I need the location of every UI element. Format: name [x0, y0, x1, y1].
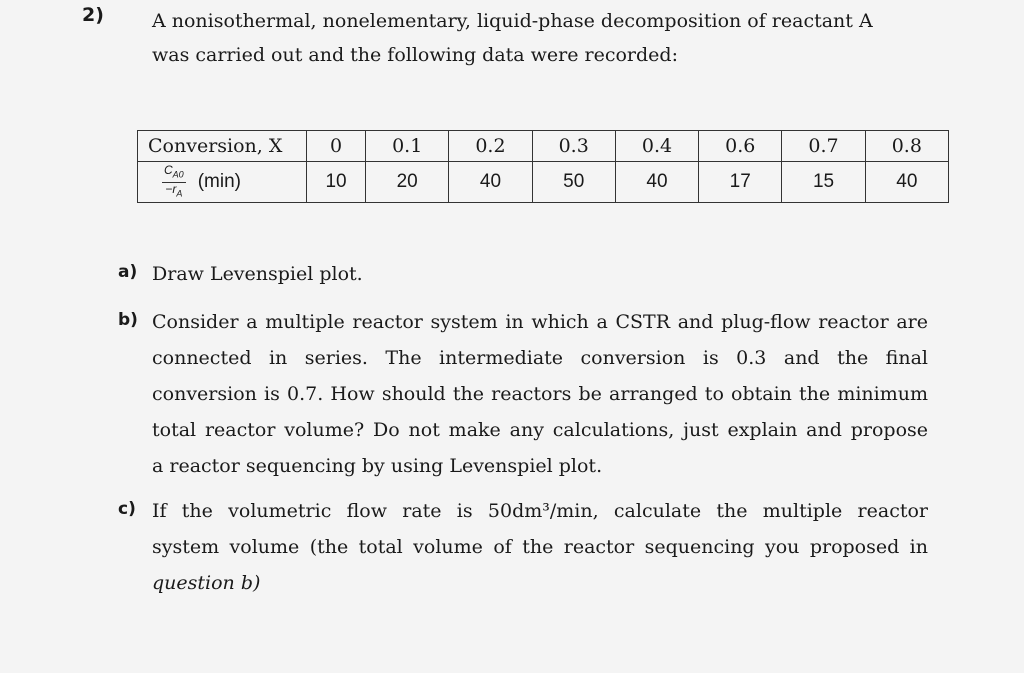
table-cell: 15 — [782, 162, 865, 203]
table-cell: 0.4 — [615, 131, 698, 162]
question-number: 2) — [82, 4, 104, 26]
table-cell: 0.2 — [449, 131, 532, 162]
table-row-conversion — [138, 131, 949, 162]
rate-fraction — [162, 164, 186, 200]
table-cell: 0.8 — [865, 131, 948, 162]
table-cell: 10 — [307, 162, 366, 203]
part-a — [118, 256, 928, 292]
table-cell: 40 — [449, 162, 532, 203]
intro-line: A nonisothermal, nonelementary, liquid-phase decomposition of reactant A — [152, 10, 873, 32]
part-a-text — [152, 256, 928, 292]
part-c-text — [152, 493, 928, 601]
fraction-denominator: $-r_A$ — [165, 181, 183, 198]
table-cell: 0.7 — [782, 131, 865, 162]
table-cell: 20 — [366, 162, 449, 203]
part-c — [118, 493, 928, 601]
part-b-line: a reactor sequencing by using Levenspiel plot. — [152, 455, 603, 477]
part-c-line: question b) — [152, 572, 261, 594]
part-b-line: Consider a multiple reactor system in which a CSTR and plug-flow reactor are — [152, 311, 928, 333]
part-c-label: c) — [118, 499, 136, 519]
table-cell: 0.1 — [366, 131, 449, 162]
table-cell: 0.6 — [699, 131, 782, 162]
part-b-text — [152, 304, 928, 484]
part-a-label: a) — [118, 262, 138, 282]
part-b — [118, 304, 928, 484]
part-a-line: Draw Levenspiel plot. — [152, 263, 363, 285]
table-cell: 40 — [615, 162, 698, 203]
part-c-line: If the volumetric flow rate is 50dm³/min, calculate the multiple reactor — [152, 500, 928, 522]
table-cell: 40 — [865, 162, 948, 203]
part-b-line: conversion is 0.7. How should the reactors be arranged to obtain the minimum — [152, 383, 928, 405]
table-header-conversion: Conversion, X — [138, 131, 307, 162]
intro-line: was carried out and the following data were recorded: — [152, 44, 678, 66]
part-c-line: system volume (the total volume of the reactor sequencing you proposed in — [152, 536, 928, 558]
rate-unit: (min) — [197, 171, 241, 192]
table-cell: 17 — [699, 162, 782, 203]
table-header-rate — [138, 162, 307, 203]
part-b-label: b) — [118, 310, 138, 330]
table-cell: 0.3 — [532, 131, 615, 162]
table-cell: 0 — [307, 131, 366, 162]
table-cell: 50 — [532, 162, 615, 203]
table-row-rate — [138, 162, 949, 203]
question-intro — [152, 4, 932, 72]
fraction-numerator: $C_{A0}$ — [162, 164, 186, 182]
data-table — [137, 130, 949, 203]
part-b-line: connected in series. The intermediate conversion is 0.3 and the final — [152, 347, 928, 369]
part-b-line: total reactor volume? Do not make any calculations, just explain and propose — [152, 419, 928, 441]
